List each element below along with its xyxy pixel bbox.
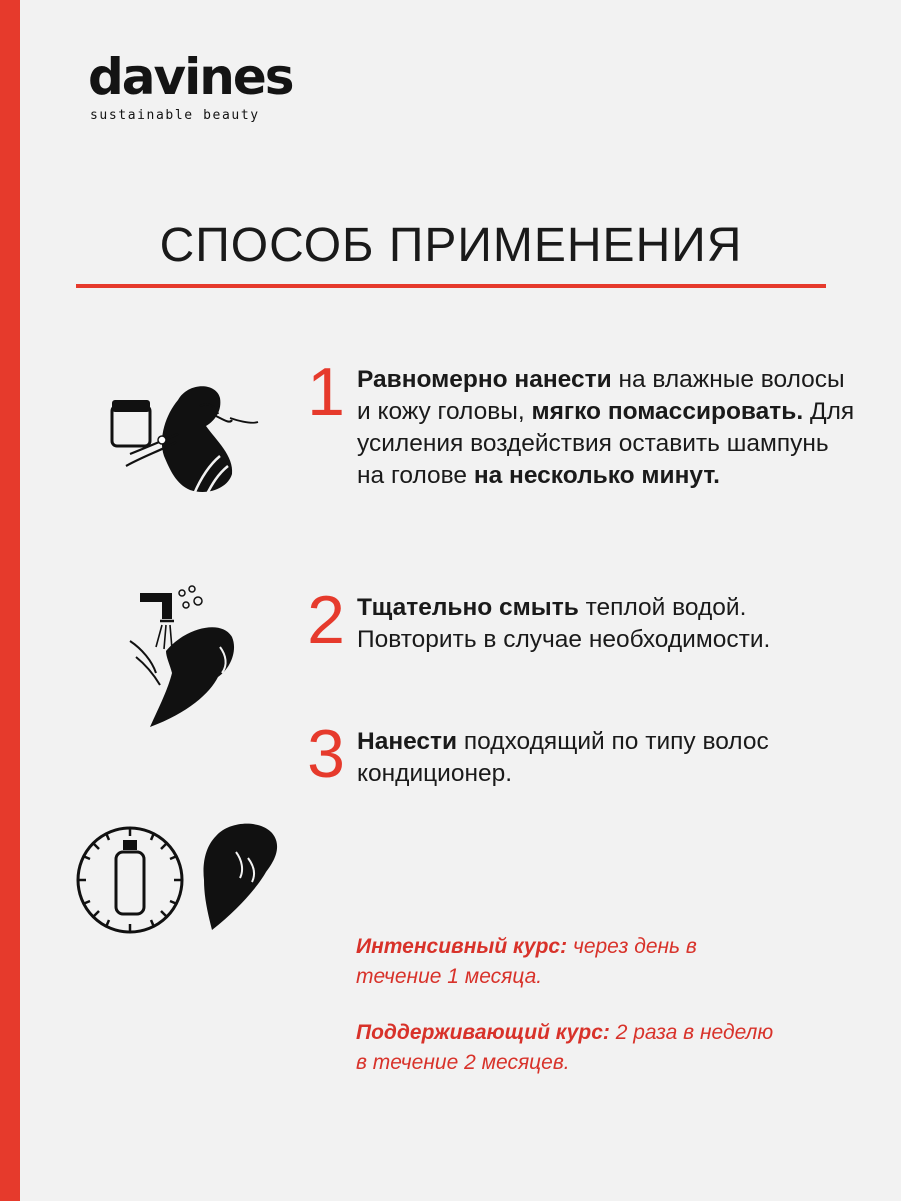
clock-with-bottle-icon (72, 822, 188, 938)
faucet-rinsing-hair-icon (126, 585, 246, 730)
step-number: 1 (307, 354, 345, 430)
page-title: СПОСОБ ПРИМЕНЕНИЯ (159, 219, 743, 272)
brand-tagline: sustainable beauty (90, 108, 260, 123)
step-text-bold: Тщательно смыть (357, 594, 579, 621)
step-text (357, 592, 857, 656)
jar-and-massaging-hands-icon (104, 380, 264, 500)
step-text-regular: подходящий по типу волос кондиционер. (357, 728, 769, 787)
step-text-regular: на влажные волосы и кожу головы, (357, 366, 845, 425)
step-text (357, 364, 857, 492)
brand-logo (88, 48, 298, 123)
step-text-bold: Равномерно нанести (357, 366, 612, 393)
course-label: Интенсивный курс: (356, 935, 568, 958)
step-text-bold: Нанести (357, 728, 458, 755)
step-text-bold: на несколько минут. (473, 462, 720, 489)
step-number: 2 (307, 582, 345, 658)
course-text: 2 раза в неделю в течение 2 месяцев. (356, 1021, 774, 1074)
hair-towel-icon (196, 818, 280, 938)
title-divider (76, 284, 826, 288)
course-intensive (356, 932, 776, 992)
step-text-regular: Для усиления воздействия оставить шампунь на голове (357, 398, 855, 489)
step-text-regular: теплой водой. Повторить в случае необходимости. (357, 594, 771, 653)
left-accent-stripe (0, 0, 20, 1201)
step-text-bold: мягко помассировать. (531, 398, 804, 425)
step-text (357, 726, 857, 790)
step-number: 3 (307, 716, 345, 792)
course-text: через день в течение 1 месяца. (356, 935, 697, 988)
course-maintenance (356, 1018, 776, 1078)
course-label: Поддерживающий курс: (356, 1021, 610, 1044)
brand-name: davines (88, 48, 293, 106)
